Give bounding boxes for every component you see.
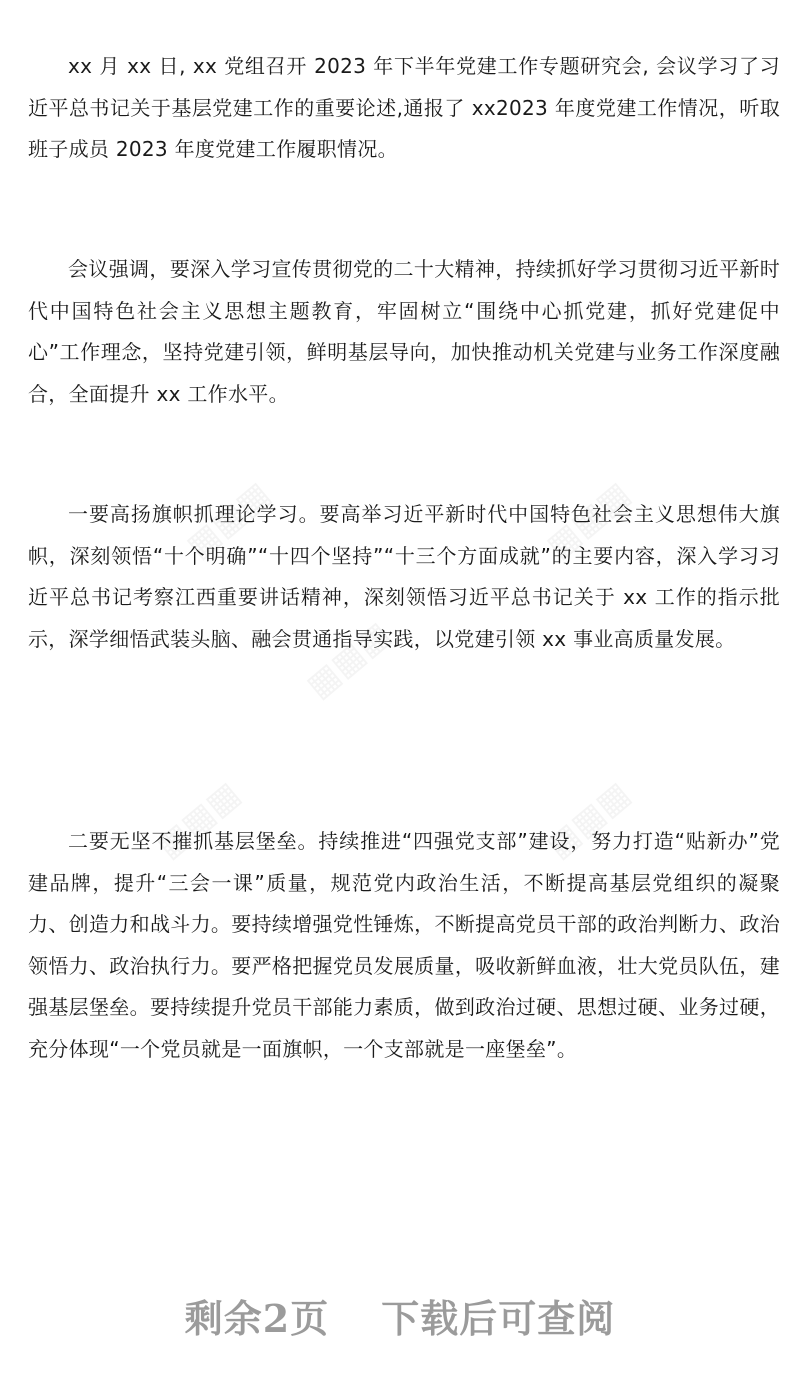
watermark-mark: ▦▦▦ — [538, 473, 638, 567]
remaining-pages-label: 剩余2页 — [184, 1295, 330, 1341]
watermark-mark: ▦▦▦ — [178, 473, 278, 567]
body-paragraph-4: 二要无坚不摧抓基层堡垒。持续推进“四强党支部”建设，努力打造“贴新办”党建品牌，提升“三会一课”质量，规范党内政治生活，不断提高基层党组织的凝聚力、创造力和战斗力。要持续增强党性锤炼，不断提高党员干部的政治判断力、政治领悟力、政治执行力。要严格把握党员发展质量，吸收新鲜血液，壮大党员队伍，建强基层堡垒。要持续提升党员干部能力素质，做到政治过硬、思想过硬、业务过硬，充分体现“一个党员就是一面旗帜，一个支部就是一座堡垒”。 — [28, 829, 780, 1061]
watermark-mark: ▦▦▦ — [148, 773, 248, 867]
body-paragraph-1: xx 月 xx 日, xx 党组召开 2023 年下半年党建工作专题研究会, 会议学习了习近平总书记关于基层党建工作的重要论述,通报了 xx2023 年度党建工作情况，听取班子成员 2023 年度党建工作履职情况。 — [28, 54, 780, 161]
body-paragraph-3: 一要高扬旗帜抓理论学习。要高举习近平新时代中国特色社会主义思想伟大旗帜，深刻领悟“十个明确”“十四个坚持”“十三个方面成就”的主要内容，深入学习习近平总书记考察江西重要讲话精神，深刻领悟习近平总书记关于 xx 工作的指示批示，深学细悟武装头脑、融会贯通指导实践，以党建引领 xx 事业高质量发展。 — [28, 502, 780, 651]
watermark-mark: ▦▦▦ — [298, 613, 398, 707]
body-paragraph-2: 会议强调，要深入学习宣传贯彻党的二十大精神，持续抓好学习贯彻习近平新时代中国特色社会主义思想主题教育，牢固树立“围绕中心抓党建，抓好党建促中心”工作理念，坚持党建引领，鲜明基层导向，加快推动机关党建与业务工作深度融合，全面提升 xx 工作水平。 — [28, 257, 780, 406]
download-notice[interactable] — [0, 1285, 800, 1345]
watermark-mark: ▦▦▦ — [538, 773, 638, 867]
download-hint-label: 下载后可查阅 — [381, 1295, 616, 1341]
